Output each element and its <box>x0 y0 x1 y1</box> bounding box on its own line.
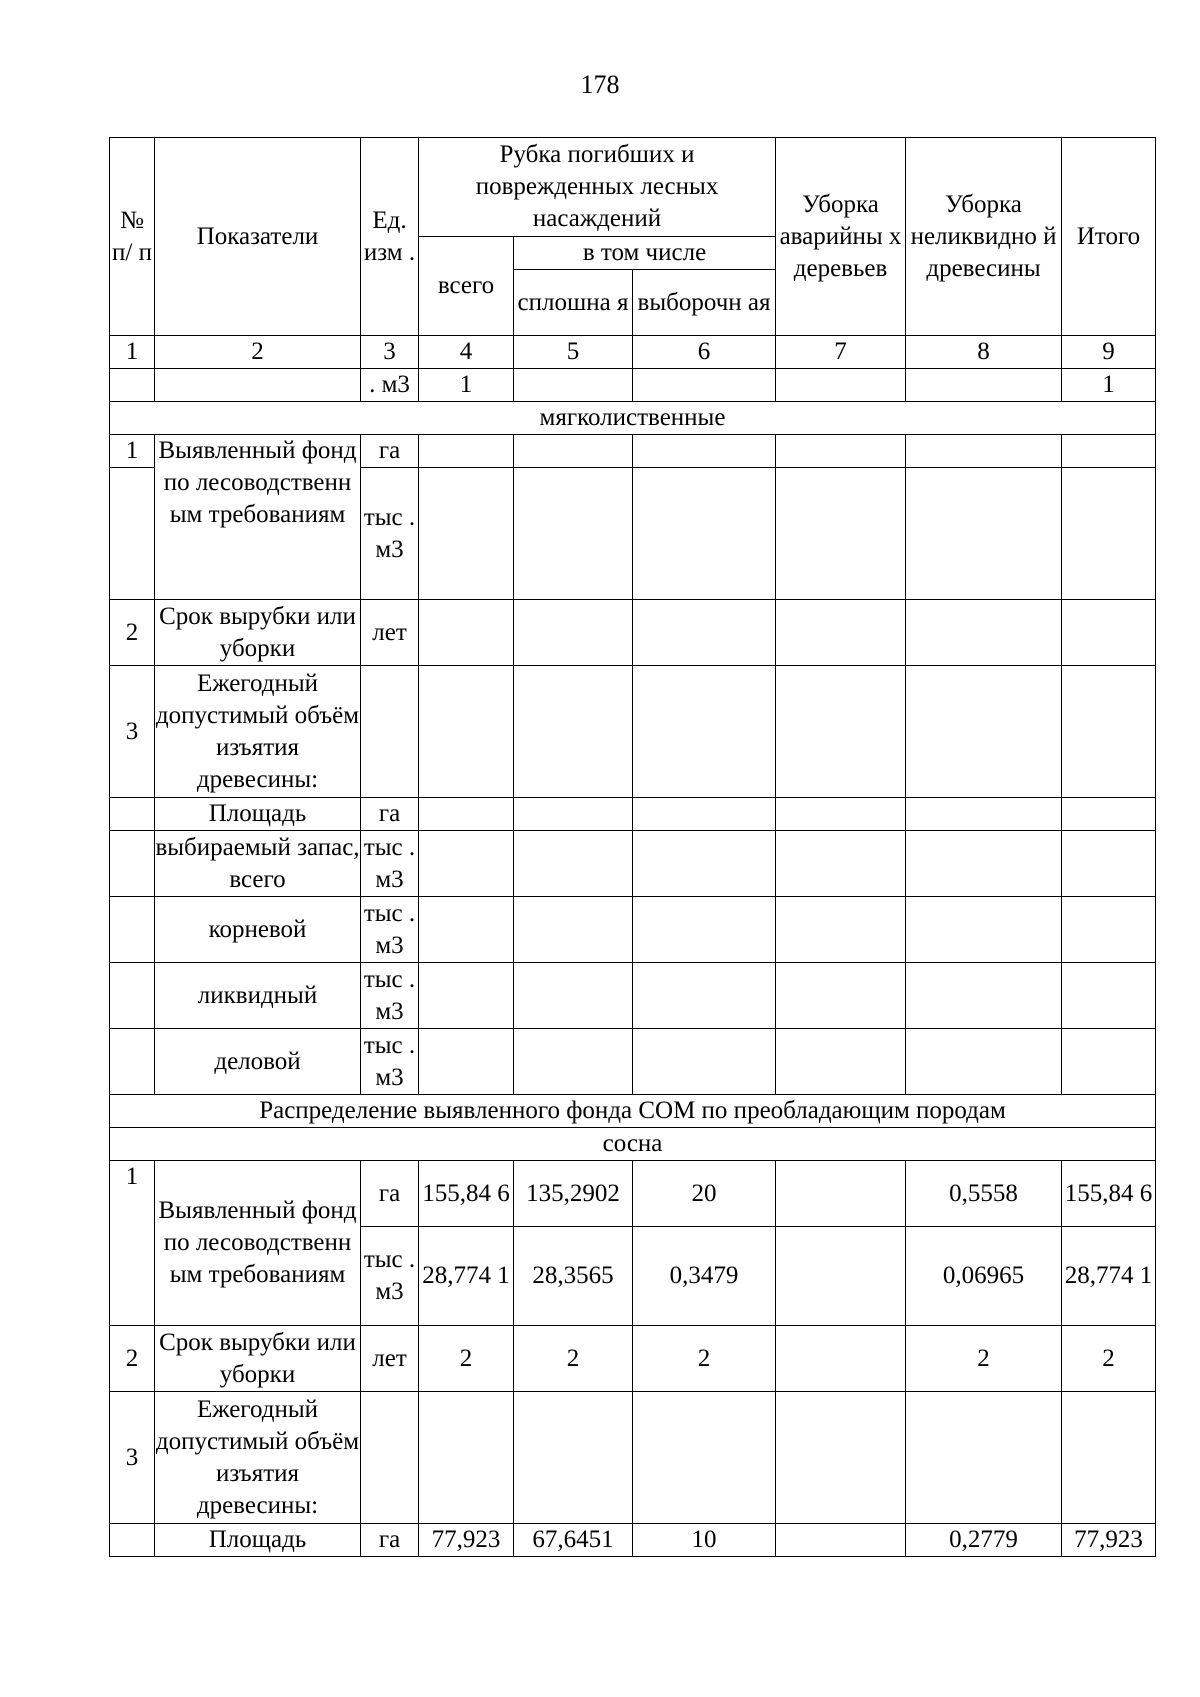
row-number: 1 <box>110 1161 155 1326</box>
unit-cell <box>361 666 419 798</box>
indicator-label: Срок вырубки или уборки <box>155 1326 361 1392</box>
table-cell: 155,84 6 <box>1062 1161 1156 1227</box>
table-cell <box>633 1392 776 1524</box>
header-row-1 <box>110 138 1156 237</box>
table-cell <box>1062 1392 1156 1524</box>
unit-cell: тыс . м3 <box>361 1227 419 1326</box>
table-cell <box>110 369 155 402</box>
table-row <box>110 831 1156 897</box>
table-cell <box>906 666 1062 798</box>
unit-cell: лет <box>361 1326 419 1392</box>
table-cell <box>419 1392 514 1524</box>
table-cell: 0,06965 <box>906 1227 1062 1326</box>
table-cell <box>110 468 155 600</box>
table-cell: 28,774 1 <box>1062 1227 1156 1326</box>
section-title-distribution: Распределение выявленного фонда СОМ по преобладающим породам <box>110 1095 1156 1128</box>
row-number <box>110 831 155 897</box>
unit-cell: тыс . м3 <box>361 1029 419 1095</box>
column-number: 5 <box>514 336 633 369</box>
row-number <box>110 798 155 831</box>
table-cell: 0,2779 <box>906 1524 1062 1557</box>
table-cell <box>906 369 1062 402</box>
indicator-label: деловой <box>155 1029 361 1095</box>
header-emergency: Уборка аварийны х деревьев <box>776 138 906 336</box>
table-cell: . м3 <box>361 369 419 402</box>
row-number: 2 <box>110 600 155 666</box>
table-cell <box>776 369 906 402</box>
table-cell <box>419 1029 514 1095</box>
table-cell <box>776 798 906 831</box>
unit-cell: тыс . м3 <box>361 897 419 963</box>
table-cell <box>776 963 906 1029</box>
header-unit: Ед. изм . <box>361 138 419 336</box>
table-cell: 2 <box>419 1326 514 1392</box>
table-cell <box>419 468 514 600</box>
table-cell <box>776 1029 906 1095</box>
table-cell: 0,5558 <box>906 1161 1062 1227</box>
table-cell <box>514 897 633 963</box>
header-indicator: Показатели <box>155 138 361 336</box>
table-cell <box>906 798 1062 831</box>
table-cell <box>419 897 514 963</box>
table-cell <box>776 1161 906 1227</box>
table-cell: 28,774 1 <box>419 1227 514 1326</box>
table-cell <box>633 435 776 468</box>
table-cell <box>1062 600 1156 666</box>
table-cell <box>633 897 776 963</box>
column-number: 6 <box>633 336 776 369</box>
table-cell <box>633 831 776 897</box>
table-cell <box>776 1524 906 1557</box>
table-cell <box>514 963 633 1029</box>
column-number: 4 <box>419 336 514 369</box>
table-cell <box>155 369 361 402</box>
column-number: 2 <box>155 336 361 369</box>
indicator-label: Ежегодный допустимый объём изъятия древесины: <box>155 1392 361 1524</box>
table-cell <box>514 1029 633 1095</box>
table-cell <box>514 468 633 600</box>
indicator-label: Ежегодный допустимый объём изъятия древесины: <box>155 666 361 798</box>
column-numbers-row <box>110 336 1156 369</box>
row-number <box>110 1029 155 1095</box>
table-cell: 1 <box>419 369 514 402</box>
table-cell: 2 <box>514 1326 633 1392</box>
table-cell: 155,84 6 <box>419 1161 514 1227</box>
table-cell: 135,2902 <box>514 1161 633 1227</box>
table-cell <box>1062 666 1156 798</box>
header-including: в том числе <box>514 237 776 270</box>
page-number: 178 <box>580 70 620 99</box>
header-itogo: Итого <box>1062 138 1156 336</box>
unit-cell: га <box>361 1524 419 1557</box>
indicator-label: Выявленный фонд по лесоводственн ым требованиям <box>155 435 361 600</box>
table-row <box>110 666 1156 798</box>
header-selective: выборочн ая <box>633 270 776 336</box>
column-number: 9 <box>1062 336 1156 369</box>
table-row <box>110 1326 1156 1392</box>
table-cell <box>419 798 514 831</box>
table-cell <box>633 369 776 402</box>
table-cell <box>906 897 1062 963</box>
table-cell <box>1062 897 1156 963</box>
header-felling: Рубка погибших и поврежденных лесных насаждений <box>419 138 776 237</box>
table-cell <box>514 1392 633 1524</box>
table-cell: 28,3565 <box>514 1227 633 1326</box>
table-row <box>110 897 1156 963</box>
table-cell <box>419 435 514 468</box>
table-cell <box>1062 468 1156 600</box>
indicator-label: Площадь <box>155 798 361 831</box>
table-cell <box>906 963 1062 1029</box>
section-title-pine: сосна <box>110 1128 1156 1161</box>
section-title-softwood: мягколиственные <box>110 402 1156 435</box>
unit-cell: га <box>361 1161 419 1227</box>
table-row <box>110 1524 1156 1557</box>
row-number: 1 <box>110 435 155 468</box>
table-cell <box>633 468 776 600</box>
table-cell <box>514 600 633 666</box>
row-number: 3 <box>110 1392 155 1524</box>
carry-row <box>110 369 1156 402</box>
table-row <box>110 963 1156 1029</box>
table-cell <box>514 798 633 831</box>
table-cell <box>776 600 906 666</box>
table-row <box>110 1161 1156 1227</box>
table-cell <box>776 435 906 468</box>
row-number <box>110 897 155 963</box>
unit-cell: га <box>361 798 419 831</box>
section-row <box>110 1095 1156 1128</box>
table-row <box>110 1392 1156 1524</box>
table-cell <box>514 435 633 468</box>
header-num: № п/ п <box>110 138 155 336</box>
table-cell: 2 <box>1062 1326 1156 1392</box>
indicator-label: корневой <box>155 897 361 963</box>
unit-cell: га <box>361 435 419 468</box>
table-cell: 67,6451 <box>514 1524 633 1557</box>
row-number: 3 <box>110 666 155 798</box>
table-cell <box>1062 963 1156 1029</box>
table-cell <box>776 1227 906 1326</box>
table-cell <box>1062 1029 1156 1095</box>
header-clear: сплошна я <box>514 270 633 336</box>
table-cell: 77,923 <box>1062 1524 1156 1557</box>
table-cell <box>633 1029 776 1095</box>
row-number: 2 <box>110 1326 155 1392</box>
table-cell <box>514 369 633 402</box>
table-cell: 0,3479 <box>633 1227 776 1326</box>
table-cell <box>1062 798 1156 831</box>
table-cell <box>633 600 776 666</box>
table-cell <box>419 963 514 1029</box>
column-number: 1 <box>110 336 155 369</box>
table-row <box>110 1029 1156 1095</box>
table-cell <box>1062 831 1156 897</box>
table-cell <box>776 666 906 798</box>
table-cell <box>419 831 514 897</box>
table-cell: 10 <box>633 1524 776 1557</box>
indicator-label: Срок вырубки или уборки <box>155 600 361 666</box>
table-cell <box>633 963 776 1029</box>
table-cell <box>906 435 1062 468</box>
indicator-label: выбираемый запас, всего <box>155 831 361 897</box>
indicator-label: ликвидный <box>155 963 361 1029</box>
table-cell <box>419 666 514 798</box>
table-cell: 1 <box>1062 369 1156 402</box>
table-cell <box>776 1392 906 1524</box>
indicator-label: Выявленный фонд по лесоводственн ым требованиям <box>155 1161 361 1326</box>
table-cell <box>419 600 514 666</box>
header-illiquid: Уборка неликвидно й древесины <box>906 138 1062 336</box>
table-row <box>110 600 1156 666</box>
table-cell <box>906 1029 1062 1095</box>
table-cell <box>776 468 906 600</box>
indicator-label: Площадь <box>155 1524 361 1557</box>
table-cell: 2 <box>906 1326 1062 1392</box>
row-number <box>110 1524 155 1557</box>
table-row <box>110 435 1156 468</box>
column-number: 7 <box>776 336 906 369</box>
table-cell <box>906 468 1062 600</box>
table-cell <box>776 831 906 897</box>
unit-cell: тыс . м3 <box>361 963 419 1029</box>
table-cell <box>776 1326 906 1392</box>
table-cell: 20 <box>633 1161 776 1227</box>
table-cell <box>514 666 633 798</box>
table-cell <box>906 600 1062 666</box>
table-cell <box>906 831 1062 897</box>
table-cell: 77,923 <box>419 1524 514 1557</box>
unit-cell: тыс . м3 <box>361 831 419 897</box>
table-cell <box>776 897 906 963</box>
table-cell <box>514 831 633 897</box>
column-number: 3 <box>361 336 419 369</box>
column-number: 8 <box>906 336 1062 369</box>
section-row <box>110 1128 1156 1161</box>
unit-cell: тыс . м3 <box>361 468 419 600</box>
data-table <box>109 137 1156 1557</box>
table-cell <box>906 1392 1062 1524</box>
table-cell <box>633 798 776 831</box>
table-row <box>110 798 1156 831</box>
table-cell: 2 <box>633 1326 776 1392</box>
unit-cell <box>361 1392 419 1524</box>
section-row <box>110 402 1156 435</box>
table-cell <box>1062 435 1156 468</box>
unit-cell: лет <box>361 600 419 666</box>
row-number <box>110 963 155 1029</box>
table-cell <box>633 666 776 798</box>
header-total-felling: всего <box>419 237 514 336</box>
